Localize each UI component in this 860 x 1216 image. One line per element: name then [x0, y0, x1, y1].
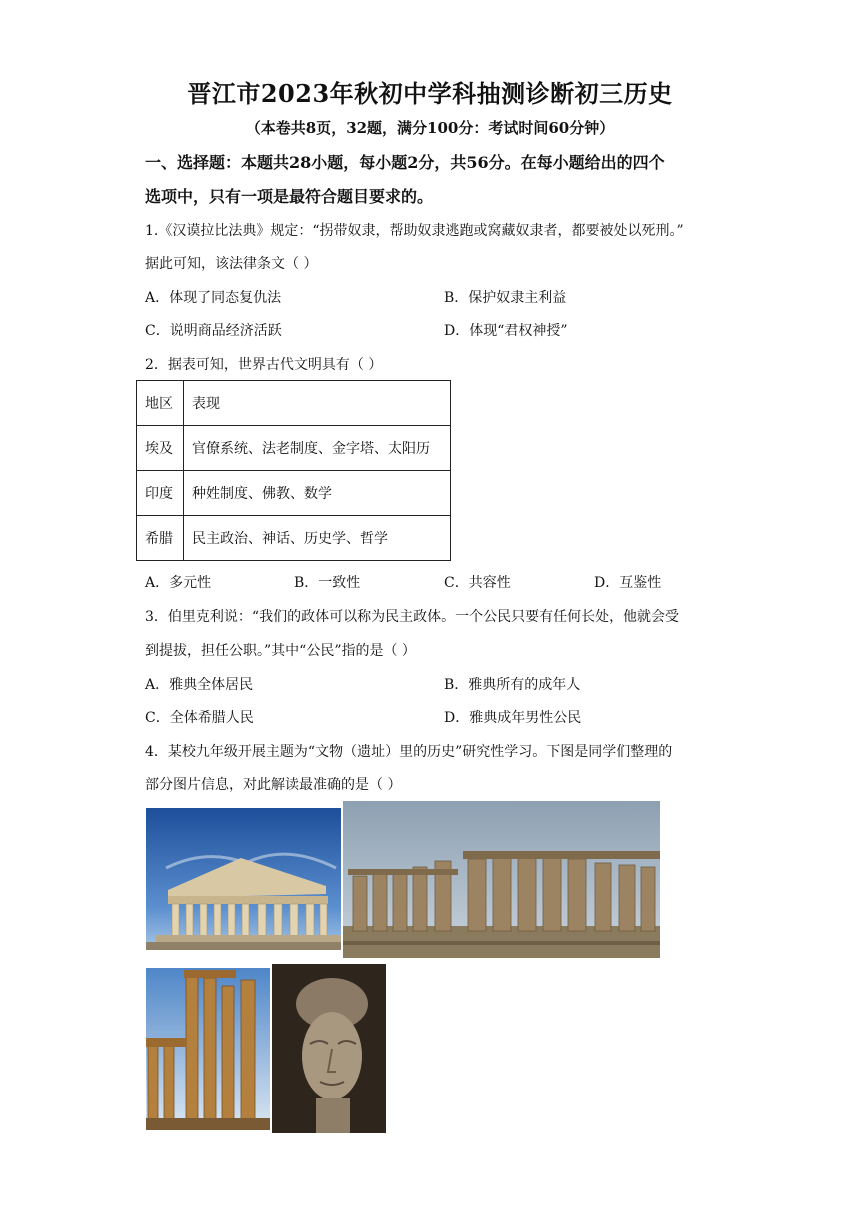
q1-option-a: A．体现了同态复仇法 — [145, 290, 282, 306]
table-header-row — [137, 381, 451, 426]
gandhara-buddha-head-photo — [272, 964, 386, 1133]
palmyra-columns-photo — [146, 968, 270, 1130]
exam-info: （本卷共8页，32题，满分100分：考试时间60分钟） — [245, 119, 615, 137]
table-cell: 埃及 — [137, 426, 184, 471]
section-heading-line2: 选项中，只有一项是最符合题目要求的。 — [145, 187, 434, 206]
table-cell: 民主政治、神话、历史学、哲学 — [184, 516, 451, 561]
q2-option-a: A．多元性 — [145, 575, 212, 591]
civilization-table — [136, 380, 451, 561]
q2-option-b: B．一致性 — [294, 575, 361, 591]
page-title: 晋江市2023年秋初中学科抽测诊断初三历史 — [187, 79, 673, 108]
parthenon-photo — [146, 808, 341, 950]
table-cell: 希腊 — [137, 516, 184, 561]
q3-stem-line1: 3．伯里克利说：“我们的政体可以称为民主政体。一个公民只要有任何长处，他就会受 — [145, 609, 680, 625]
egyptian-temple-photo — [343, 801, 660, 958]
section-heading-line1: 一、选择题：本题共28小题，每小题2分，共56分。在每小题给出的四个 — [145, 153, 665, 172]
table-row — [137, 516, 451, 561]
q1-stem-line2: 据此可知，该法律条文（ ） — [145, 256, 318, 272]
q3-option-c: C．全体希腊人民 — [145, 710, 254, 726]
table-cell: 种姓制度、佛教、数学 — [184, 471, 451, 516]
q1-option-c: C．说明商品经济活跃 — [145, 323, 282, 339]
table-header-cell: 表现 — [184, 381, 451, 426]
q3-option-d: D．雅典成年男性公民 — [444, 710, 582, 726]
q4-stem-line1: 4．某校九年级开展主题为“文物（遗址）里的历史”研究性学习。下图是同学们整理的 — [145, 744, 673, 760]
q2-option-c: C．共容性 — [444, 575, 511, 591]
table-header-cell: 地区 — [137, 381, 184, 426]
q1-option-b: B．保护奴隶主利益 — [444, 290, 567, 306]
q2-stem: 2．据表可知，世界古代文明具有（ ） — [145, 357, 383, 373]
table-row — [137, 471, 451, 516]
table-cell: 官僚系统、法老制度、金字塔、太阳历 — [184, 426, 451, 471]
q3-stem-line2: 到提拔，担任公职。”其中“公民”指的是（ ） — [145, 643, 416, 659]
q3-option-a: A．雅典全体居民 — [145, 677, 254, 693]
table-row — [137, 426, 451, 471]
q3-option-b: B．雅典所有的成年人 — [444, 677, 581, 693]
q1-option-d: D．体现“君权神授” — [444, 323, 568, 339]
q2-option-d: D．互鉴性 — [594, 575, 662, 591]
q1-stem-line1: 1.《汉谟拉比法典》规定：“拐带奴隶，帮助奴隶逃跑或窝藏奴隶者，都要被处以死刑。” — [145, 223, 684, 239]
table-cell: 印度 — [137, 471, 184, 516]
q4-stem-line2: 部分图片信息，对此解读最准确的是（ ） — [145, 777, 402, 793]
